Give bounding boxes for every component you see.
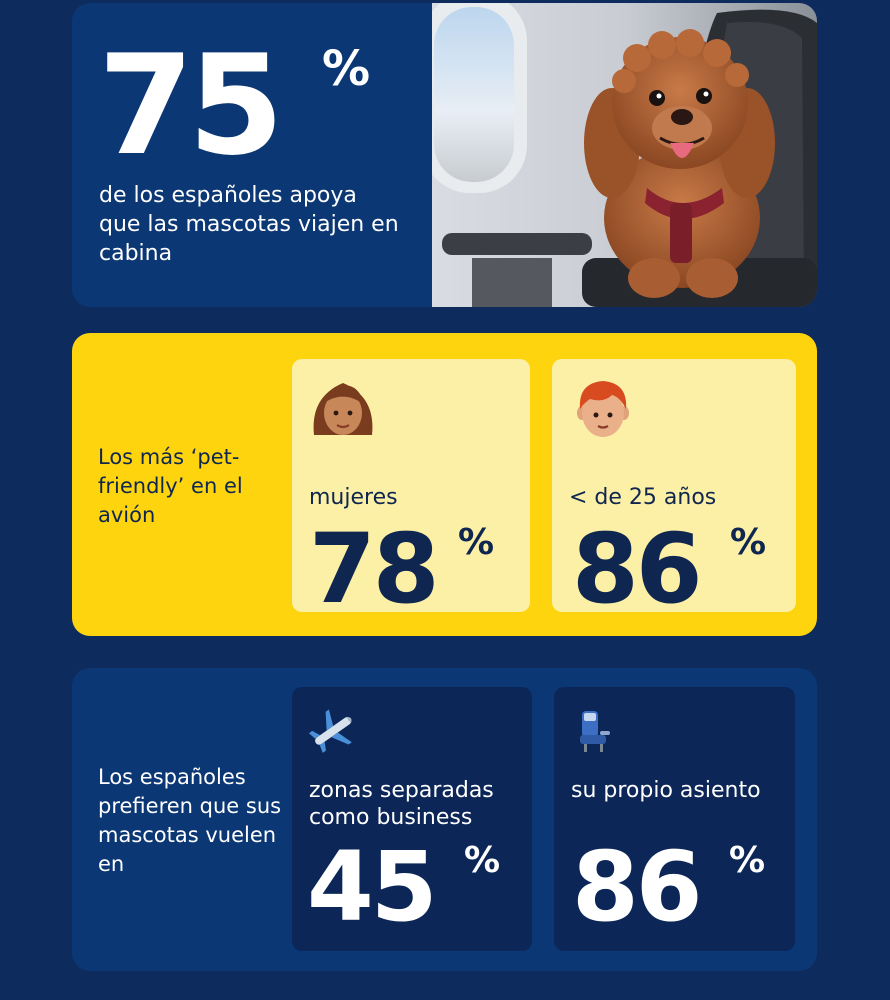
- preferences-label: Los españoles prefieren que sus mascotas vuelen en: [98, 765, 282, 876]
- under-25-stat-title: < de 25 años: [569, 485, 717, 510]
- business-zone-stat-value: 45: [307, 831, 435, 943]
- airplane-emoji-icon: [308, 707, 358, 755]
- seat-emoji-icon: [570, 707, 620, 755]
- woman-emoji-icon: [308, 377, 378, 441]
- pet-friendly-card: [72, 333, 817, 636]
- dog-on-airplane-seat-photo: [432, 3, 817, 307]
- women-stat-value: 78: [309, 513, 437, 625]
- hero-card: [72, 3, 817, 307]
- hero-stat-value: 75: [98, 25, 279, 186]
- own-seat-stat-percent: %: [729, 840, 766, 881]
- preferences-card: [72, 668, 817, 971]
- red-hair-person-emoji-icon: [568, 377, 638, 441]
- business-zone-stat-percent: %: [464, 840, 501, 881]
- women-stat-percent: %: [458, 522, 495, 563]
- under-25-stat-value: 86: [572, 513, 700, 625]
- under-25-stat-card: [552, 359, 796, 625]
- under-25-stat-percent: %: [730, 522, 767, 563]
- own-seat-stat-value: 86: [572, 831, 700, 943]
- women-stat-title: mujeres: [309, 485, 398, 510]
- hero-stat-percent: %: [322, 41, 371, 97]
- women-stat-card: [292, 359, 530, 625]
- hero-description: de los españoles apoya que las mascotas viajen en cabina: [99, 183, 399, 266]
- own-seat-stat-card: [554, 687, 795, 951]
- business-zone-stat-card: [292, 687, 532, 951]
- own-seat-stat-title: su propio asiento: [571, 778, 761, 803]
- pet-friendly-label: Los más ‘pet-friendly’ en el avión: [98, 445, 243, 527]
- business-zone-stat-title: zonas separadas como business: [309, 778, 494, 830]
